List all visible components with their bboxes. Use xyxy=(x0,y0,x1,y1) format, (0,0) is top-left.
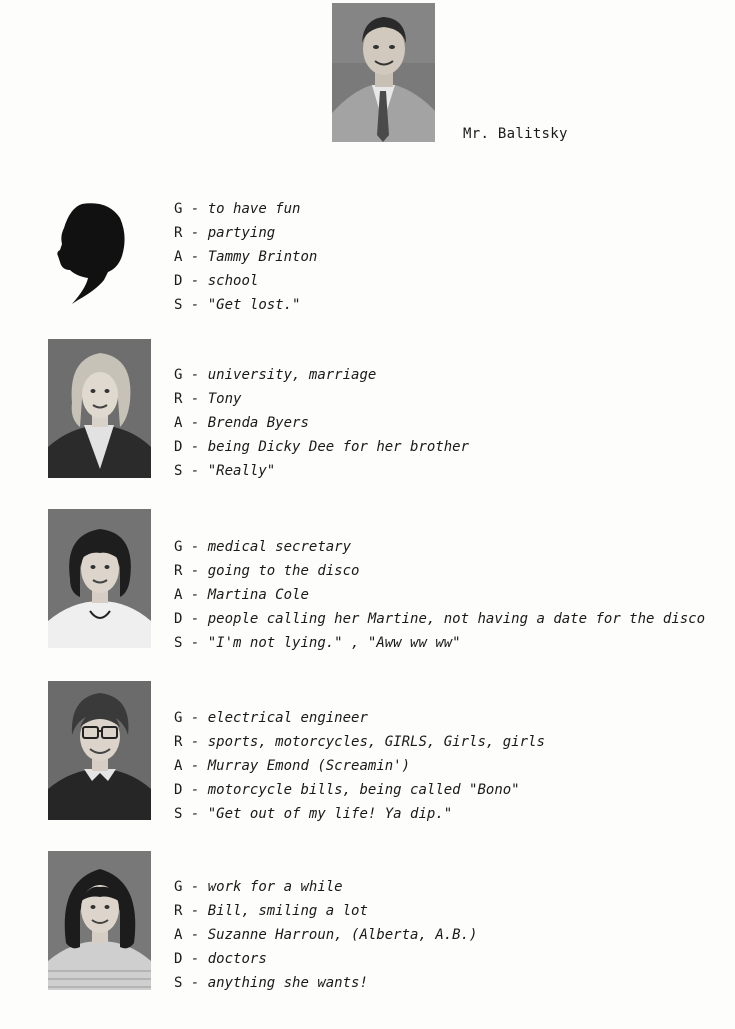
dislike-line xyxy=(174,435,469,459)
line-key: G xyxy=(174,367,183,383)
line-sep: - xyxy=(190,710,200,726)
line-text: "Really" xyxy=(207,463,276,479)
portrait-man-suit-icon xyxy=(332,3,435,142)
saying-line xyxy=(174,293,317,317)
student-photo xyxy=(48,681,151,820)
remember-line xyxy=(174,899,477,923)
saying-line xyxy=(174,971,477,995)
line-text: going to the disco xyxy=(207,563,360,579)
line-text: school xyxy=(207,273,259,289)
portrait-girl-dark-hair-icon xyxy=(48,509,151,648)
line-key: G xyxy=(174,879,183,895)
line-key: S xyxy=(174,297,183,313)
dislike-line xyxy=(174,607,705,631)
dislike-line xyxy=(174,778,545,802)
saying-line xyxy=(174,802,545,826)
student-photo xyxy=(48,339,151,478)
remember-line xyxy=(174,559,705,583)
line-sep: - xyxy=(190,758,200,774)
line-key: D xyxy=(174,782,183,798)
line-sep: - xyxy=(190,927,200,943)
name-line xyxy=(174,583,705,607)
line-sep: - xyxy=(190,734,200,750)
portrait-girl-long-hair-icon xyxy=(48,851,151,990)
line-text: work for a while xyxy=(207,879,343,895)
line-text: "Get out of my life! Ya dip." xyxy=(207,806,453,822)
silhouette-icon xyxy=(48,200,138,310)
line-sep: - xyxy=(190,463,200,479)
remember-line xyxy=(174,730,545,754)
line-text: motorcycle bills, being called "Bono" xyxy=(207,782,520,798)
line-key: D xyxy=(174,951,183,967)
line-key: D xyxy=(174,439,183,455)
line-key: G xyxy=(174,710,183,726)
remember-line xyxy=(174,221,317,245)
line-sep: - xyxy=(190,782,200,798)
line-key: S xyxy=(174,975,183,991)
line-sep: - xyxy=(190,611,200,627)
line-key: R xyxy=(174,734,183,750)
teacher-name: Mr. Balitsky xyxy=(463,126,568,142)
line-text: doctors xyxy=(207,951,267,967)
line-sep: - xyxy=(190,297,200,313)
saying-line xyxy=(174,459,469,483)
line-text: Brenda Byers xyxy=(207,415,309,431)
line-sep: - xyxy=(190,273,200,289)
line-key: S xyxy=(174,463,183,479)
goal-line xyxy=(174,706,545,730)
line-key: R xyxy=(174,903,183,919)
line-sep: - xyxy=(190,587,200,603)
line-sep: - xyxy=(190,439,200,455)
line-sep: - xyxy=(190,201,200,217)
student-info xyxy=(174,535,705,655)
line-text: Murray Emond (Screamin') xyxy=(207,758,411,774)
line-sep: - xyxy=(190,415,200,431)
line-text: Tony xyxy=(207,391,242,407)
student-info xyxy=(174,706,545,826)
student-info xyxy=(174,197,317,317)
line-sep: - xyxy=(190,879,200,895)
line-sep: - xyxy=(190,391,200,407)
goal-line xyxy=(174,535,705,559)
line-sep: - xyxy=(190,806,200,822)
line-key: G xyxy=(174,201,183,217)
dislike-line xyxy=(174,947,477,971)
name-line xyxy=(174,923,477,947)
line-text: sports, motorcycles, GIRLS, Girls, girls xyxy=(207,734,545,750)
line-text: anything she wants! xyxy=(207,975,368,991)
line-key: A xyxy=(174,758,183,774)
line-text: being Dicky Dee for her brother xyxy=(207,439,470,455)
student-photo xyxy=(48,509,151,648)
dislike-line xyxy=(174,269,317,293)
line-text: Martina Cole xyxy=(207,587,309,603)
line-sep: - xyxy=(190,975,200,991)
name-line xyxy=(174,245,317,269)
line-key: A xyxy=(174,587,183,603)
name-line xyxy=(174,411,469,435)
line-key: R xyxy=(174,391,183,407)
goal-line xyxy=(174,197,317,221)
line-key: D xyxy=(174,611,183,627)
line-key: D xyxy=(174,273,183,289)
saying-line xyxy=(174,631,705,655)
name-line xyxy=(174,754,545,778)
line-text: partying xyxy=(207,225,276,241)
line-sep: - xyxy=(190,249,200,265)
line-sep: - xyxy=(190,367,200,383)
line-text: "I'm not lying." , "Aww ww ww" xyxy=(207,635,461,651)
student-photo xyxy=(48,851,151,990)
teacher-photo xyxy=(332,3,435,142)
line-key: A xyxy=(174,927,183,943)
line-sep: - xyxy=(190,563,200,579)
student-info xyxy=(174,875,477,995)
line-sep: - xyxy=(190,903,200,919)
line-text: Bill, smiling a lot xyxy=(207,903,368,919)
goal-line xyxy=(174,875,477,899)
line-text: people calling her Martine, not having a date for the disco xyxy=(207,611,706,627)
student-info xyxy=(174,363,469,483)
line-text: to have fun xyxy=(207,201,301,217)
line-text: "Get lost." xyxy=(207,297,301,313)
line-text: electrical engineer xyxy=(207,710,368,726)
line-text: university, marriage xyxy=(207,367,377,383)
line-sep: - xyxy=(190,225,200,241)
portrait-girl-blonde-icon xyxy=(48,339,151,478)
line-text: medical secretary xyxy=(207,539,352,555)
line-sep: - xyxy=(190,635,200,651)
line-text: Tammy Brinton xyxy=(207,249,318,265)
goal-line xyxy=(174,363,469,387)
line-sep: - xyxy=(190,539,200,555)
remember-line xyxy=(174,387,469,411)
portrait-boy-glasses-icon xyxy=(48,681,151,820)
line-key: A xyxy=(174,249,183,265)
line-text: Suzanne Harroun, (Alberta, A.B.) xyxy=(207,927,478,943)
line-key: R xyxy=(174,563,183,579)
line-key: S xyxy=(174,635,183,651)
line-key: S xyxy=(174,806,183,822)
line-key: A xyxy=(174,415,183,431)
line-sep: - xyxy=(190,951,200,967)
line-key: R xyxy=(174,225,183,241)
line-key: G xyxy=(174,539,183,555)
